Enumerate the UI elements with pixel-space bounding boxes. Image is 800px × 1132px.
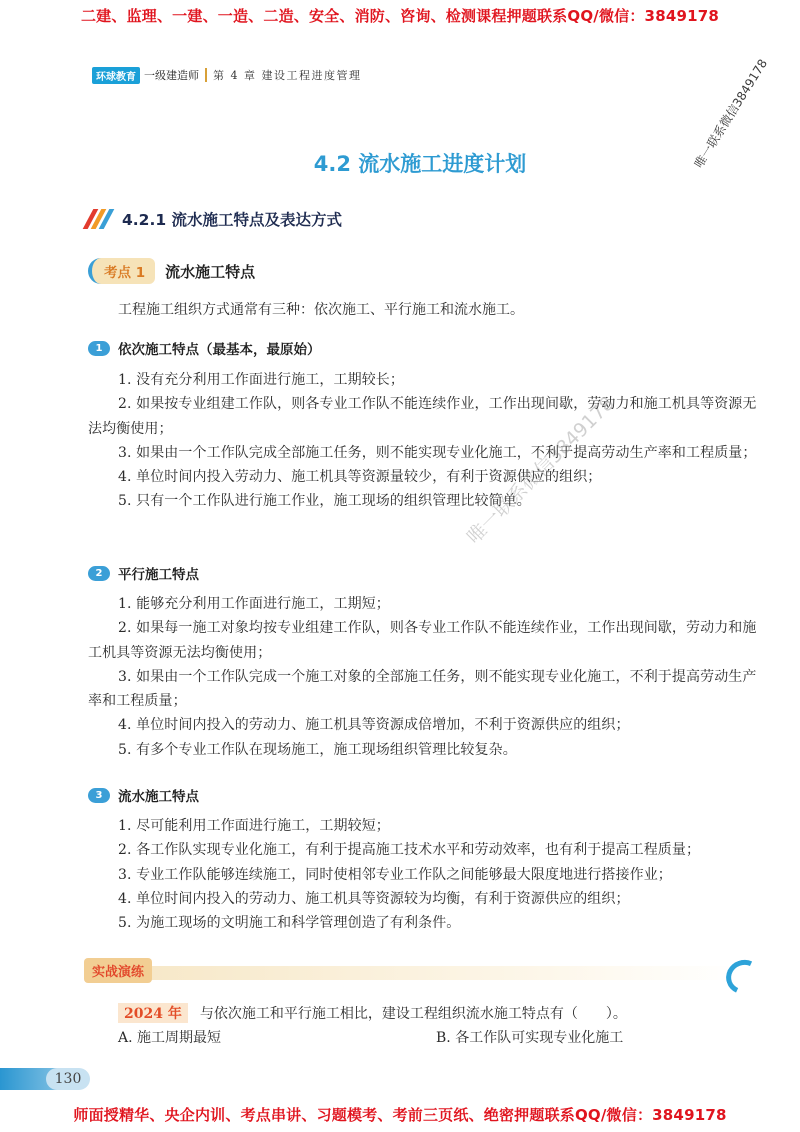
list-item: 5. 有多个专业工作队在现场施工，施工现场组织管理比较复杂。 — [118, 741, 517, 758]
subsection-title: 4.2.1 流水施工特点及表达方式 — [122, 211, 343, 229]
subsection-heading — [88, 208, 342, 230]
list-item: 1. 没有充分利用工作面进行施工，工期较长； — [118, 372, 405, 388]
curl-decoration-icon — [721, 955, 766, 999]
number-badge: 1 — [88, 341, 110, 356]
publisher-logo: 环球教育 — [92, 67, 140, 84]
list-item: 2. 如果每一施工对象均按专业组建工作队，则各专业工作队不能连续作业，工作出现间歇，劳动力和施工机具等资源无法均衡使用； — [88, 620, 757, 661]
list-item: 4. 单位时间内投入的劳动力、施工机具等资源成倍增加，不利于资源供应的组织； — [118, 717, 630, 734]
intro-paragraph: 工程施工组织方式通常有三种：依次施工、平行施工和流水施工。 — [118, 302, 524, 318]
list-item: 3. 如果由一个工作队完成全部施工任务，则不能实现专业化施工，不利于提高劳动生产率和工程质量； — [118, 444, 757, 461]
number-badge: 3 — [88, 788, 110, 803]
exam-year-badge: 2024 年 — [118, 1003, 188, 1023]
list-item: 2. 各工作队实现专业化施工，有利于提高施工技术水平和劳动效率，也有利于提高工程质量； — [118, 842, 701, 859]
number-badge: 2 — [88, 566, 110, 581]
list-item: 4. 单位时间内投入的劳动力、施工机具等资源较为均衡，有利于资源供应的组织； — [118, 890, 630, 907]
list-item: 1. 尽可能利用工作面进行施工，工期较短； — [118, 818, 390, 834]
practice-bar — [90, 966, 740, 980]
side-watermark: 唯一联系微信3849178 — [691, 56, 771, 171]
list-item: 5. 为施工现场的文明施工和科学管理创造了有利条件。 — [118, 915, 461, 932]
header-divider — [205, 68, 207, 82]
group-list-1 — [88, 368, 762, 514]
list-item: 2. 如果按专业组建工作队，则各专业工作队不能连续作业，工作出现间歇，劳动力和施工机具等资源无法均衡使用； — [88, 396, 757, 437]
page-number: 130 — [46, 1068, 90, 1090]
center-watermark: 唯一联系微信3849178 — [462, 392, 619, 549]
slash-decoration-icon — [88, 209, 112, 229]
promo-banner-top: 二建、监理、一建、一造、二造、安全、消防、咨询、检测课程押题联系QQ/微信：3849178 — [80, 7, 720, 25]
chapter-title: 第 4 章 建设工程进度管理 — [213, 69, 362, 82]
book-series: 一级建造师 — [144, 69, 199, 82]
keypoint-badge: 考点 1 — [88, 258, 155, 284]
group-title: 依次施工特点（最基本，最原始） — [118, 342, 321, 358]
option-a: A. 施工周期最短 — [118, 1030, 222, 1046]
group-list-2 — [88, 592, 762, 762]
keypoint-heading — [88, 258, 255, 284]
running-header — [92, 66, 362, 84]
promo-banner-bottom: 师面授精华、央企内训、考点串讲、习题模考、考前三页纸、绝密押题联系QQ/微信：3849178 — [73, 1106, 727, 1124]
group-heading-2 — [88, 563, 199, 583]
group-heading-1 — [88, 338, 321, 358]
keypoint-title: 流水施工特点 — [165, 262, 256, 281]
group-heading-3 — [88, 785, 199, 805]
list-item: 4. 单位时间内投入劳动力、施工机具等资源量较少，有利于资源供应的组织； — [118, 469, 602, 486]
list-item: 1. 能够充分利用工作面进行施工，工期短； — [118, 596, 390, 612]
list-item: 5. 只有一个工作队进行施工作业，施工现场的组织管理比较简单。 — [118, 493, 531, 510]
practice-question — [118, 1003, 627, 1023]
group-title: 流水施工特点 — [118, 789, 199, 805]
list-item: 3. 如果由一个工作队完成一个施工对象的全部施工任务，则不能实现专业化施工，不利于提高劳动生产率和工程质量； — [88, 668, 757, 710]
practice-tag: 实战演练 — [84, 958, 152, 983]
list-item: 3. 专业工作队能够连续施工，同时使相邻专业工作队之间能够最大限度地进行搭接作业； — [118, 866, 672, 883]
practice-banner — [80, 958, 762, 984]
question-text: 与依次施工和平行施工相比，建设工程组织流水施工特点有（ ）。 — [199, 1006, 627, 1022]
group-title: 平行施工特点 — [118, 567, 199, 583]
option-b: B. 各工作队可实现专业化施工 — [436, 1030, 624, 1046]
group-list-3 — [88, 814, 762, 935]
section-title: 4.2 流水施工进度计划 — [313, 152, 527, 176]
